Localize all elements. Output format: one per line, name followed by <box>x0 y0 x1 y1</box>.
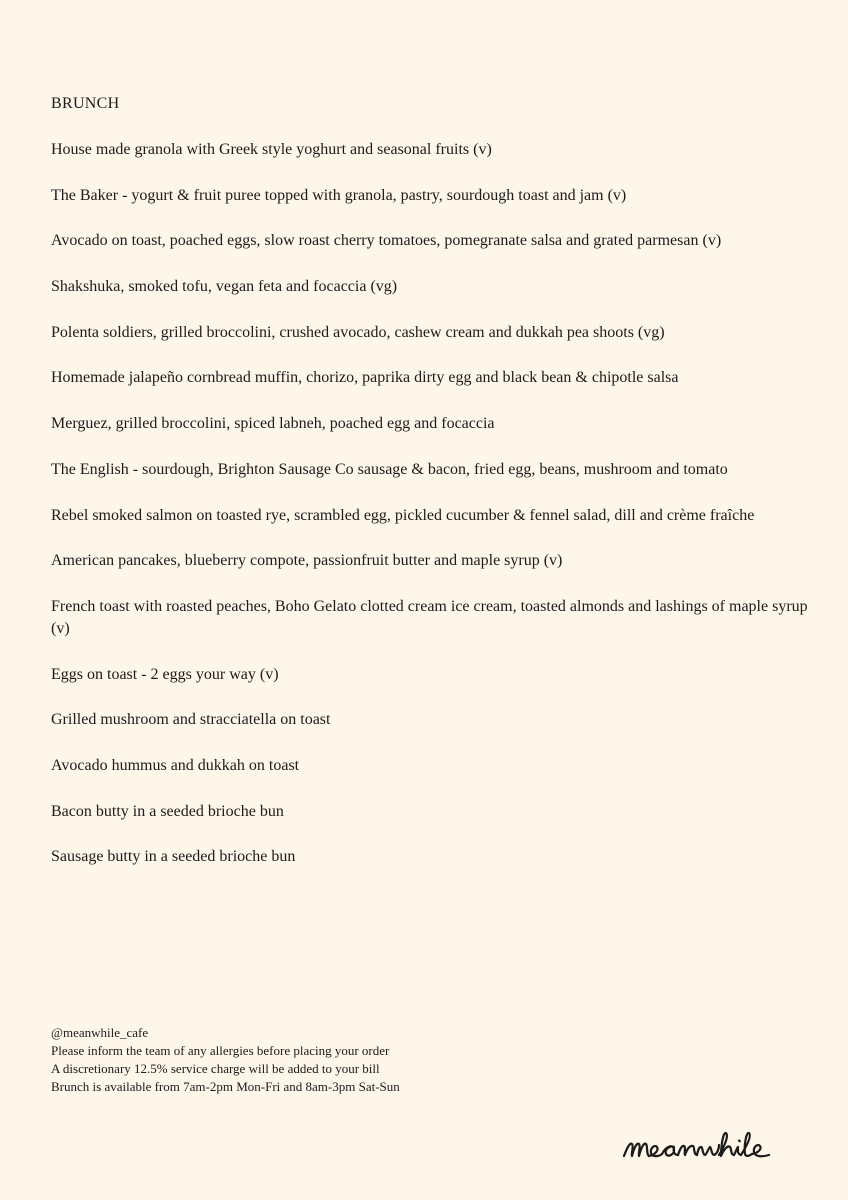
menu-item: Polenta soldiers, grilled broccolini, crushed avocado, cashew cream and dukkah pea shoots (vg) <box>51 323 665 341</box>
menu-item: The English - sourdough, Brighton Sausage Co sausage & bacon, fried egg, beans, mushroom and tomato <box>51 460 728 478</box>
social-handle: @meanwhile_cafe <box>51 1025 149 1040</box>
menu-item: Bacon butty in a seeded brioche bun <box>51 802 284 820</box>
allergy-note: Please inform the team of any allergies before placing your order <box>51 1043 390 1058</box>
menu-item: Eggs on toast - 2 eggs your way (v) <box>51 665 279 683</box>
menu-item: Avocado on toast, poached eggs, slow roast cherry tomatoes, pomegranate salsa and grated parmesan (v) <box>51 232 722 250</box>
menu-item: Shakshuka, smoked tofu, vegan feta and focaccia (vg) <box>51 278 398 296</box>
menu-item: American pancakes, blueberry compote, passionfruit butter and maple syrup (v) <box>51 552 563 570</box>
menu-item: The Baker - yogurt & fruit puree topped with granola, pastry, sourdough toast and jam (v) <box>51 186 627 204</box>
menu-item: Rebel smoked salmon on toasted rye, scrambled egg, pickled cucumber & fennel salad, dill and crème fraîche <box>51 506 755 524</box>
meanwhile-logo <box>622 1130 824 1168</box>
menu-item: French toast with roasted peaches, Boho Gelato clotted cream ice cream, toasted almonds and lashings of maple syrup (v) <box>51 597 808 637</box>
meanwhile-signature <box>622 1130 824 1168</box>
opening-hours-note: Brunch is available from 7am-2pm Mon-Fri and 8am-3pm Sat-Sun <box>51 1079 400 1094</box>
menu-heading: BRUNCH <box>51 95 120 112</box>
menu-item: Avocado hummus and dukkah on toast <box>51 756 300 774</box>
brunch-menu <box>51 93 811 892</box>
menu-item: Merguez, grilled broccolini, spiced labneh, poached egg and focaccia <box>51 415 495 433</box>
service-charge-note: A discretionary 12.5% service charge will be added to your bill <box>51 1061 380 1076</box>
menu-item: Homemade jalapeño cornbread muffin, chorizo, paprika dirty egg and black bean & chipotle salsa <box>51 369 679 387</box>
menu-item: House made granola with Greek style yoghurt and seasonal fruits (v) <box>51 141 492 158</box>
menu-item: Grilled mushroom and stracciatella on toast <box>51 711 331 729</box>
footer-notes <box>51 1024 571 1096</box>
menu-item-list <box>51 139 811 868</box>
menu-item: Sausage butty in a seeded brioche bun <box>51 848 296 866</box>
